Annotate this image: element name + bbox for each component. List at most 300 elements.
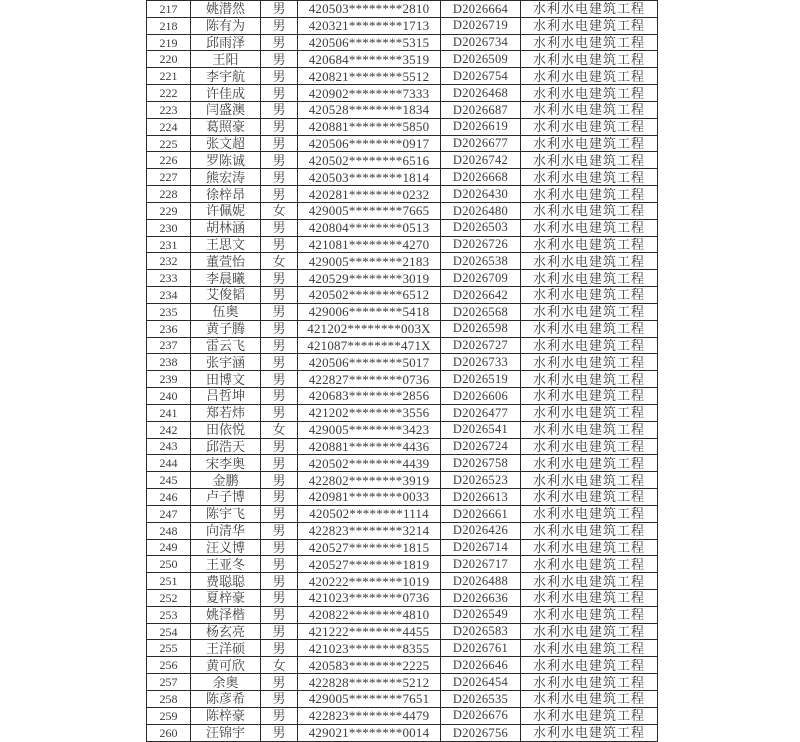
row-number-cell: 248 [147, 522, 191, 539]
id-number-cell: 420502********6512 [298, 287, 441, 304]
table-row [147, 724, 658, 741]
gender-cell: 男 [261, 674, 298, 691]
table-row [147, 388, 658, 405]
gender-cell: 女 [261, 657, 298, 674]
major-cell: 水利水电建筑工程 [521, 421, 658, 438]
name-cell: 熊宏涛 [191, 169, 261, 186]
cert-number-cell: D2026598 [441, 320, 521, 337]
name-cell: 徐梓昂 [191, 186, 261, 203]
name-cell: 向清华 [191, 522, 261, 539]
cert-number-cell: D2026709 [441, 270, 521, 287]
cert-number-cell: D2026724 [441, 438, 521, 455]
table-row [147, 1, 658, 18]
cert-number-cell: D2026426 [441, 522, 521, 539]
cert-number-cell: D2026717 [441, 556, 521, 573]
name-cell: 田依悦 [191, 421, 261, 438]
gender-cell: 男 [261, 169, 298, 186]
cert-number-cell: D2026742 [441, 152, 521, 169]
gender-cell: 男 [261, 589, 298, 606]
gender-cell: 男 [261, 51, 298, 68]
cert-number-cell: D2026535 [441, 690, 521, 707]
gender-cell: 男 [261, 472, 298, 489]
table-row [147, 118, 658, 135]
row-number-cell: 236 [147, 320, 191, 337]
table-row [147, 219, 658, 236]
major-cell: 水利水电建筑工程 [521, 34, 658, 51]
id-number-cell: 420683********2856 [298, 388, 441, 405]
major-cell: 水利水电建筑工程 [521, 354, 658, 371]
gender-cell: 男 [261, 573, 298, 590]
table-row [147, 337, 658, 354]
name-cell: 罗陈诚 [191, 152, 261, 169]
gender-cell: 男 [261, 337, 298, 354]
row-number-cell: 218 [147, 17, 191, 34]
id-number-cell: 421023********8355 [298, 640, 441, 657]
row-number-cell: 230 [147, 219, 191, 236]
name-cell: 汪义博 [191, 539, 261, 556]
cert-number-cell: D2026761 [441, 640, 521, 657]
roster-body [147, 1, 658, 742]
row-number-cell: 253 [147, 606, 191, 623]
table-row [147, 17, 658, 34]
cert-number-cell: D2026523 [441, 472, 521, 489]
row-number-cell: 252 [147, 589, 191, 606]
id-number-cell: 421202********003X [298, 320, 441, 337]
roster-table [146, 0, 658, 742]
name-cell: 姚泽楷 [191, 606, 261, 623]
row-number-cell: 255 [147, 640, 191, 657]
name-cell: 汪锦宇 [191, 724, 261, 741]
id-number-cell: 420506********5017 [298, 354, 441, 371]
row-number-cell: 235 [147, 303, 191, 320]
gender-cell: 男 [261, 438, 298, 455]
gender-cell: 男 [261, 455, 298, 472]
cert-number-cell: D2026549 [441, 606, 521, 623]
gender-cell: 男 [261, 640, 298, 657]
gender-cell: 女 [261, 421, 298, 438]
table-row [147, 522, 658, 539]
table-row [147, 371, 658, 388]
id-number-cell: 420502********4439 [298, 455, 441, 472]
major-cell: 水利水电建筑工程 [521, 303, 658, 320]
name-cell: 雷云飞 [191, 337, 261, 354]
gender-cell: 男 [261, 68, 298, 85]
table-row [147, 690, 658, 707]
table-row [147, 421, 658, 438]
major-cell: 水利水电建筑工程 [521, 522, 658, 539]
gender-cell: 男 [261, 724, 298, 741]
name-cell: 田博文 [191, 371, 261, 388]
id-number-cell: 420684********3519 [298, 51, 441, 68]
cert-number-cell: D2026664 [441, 1, 521, 18]
name-cell: 余奥 [191, 674, 261, 691]
cert-number-cell: D2026541 [441, 421, 521, 438]
major-cell: 水利水电建筑工程 [521, 270, 658, 287]
name-cell: 费聪聪 [191, 573, 261, 590]
cert-number-cell: D2026568 [441, 303, 521, 320]
name-cell: 许佩妮 [191, 202, 261, 219]
row-number-cell: 234 [147, 287, 191, 304]
major-cell: 水利水电建筑工程 [521, 489, 658, 506]
gender-cell: 男 [261, 17, 298, 34]
gender-cell: 男 [261, 186, 298, 203]
major-cell: 水利水电建筑工程 [521, 657, 658, 674]
table-row [147, 640, 658, 657]
cert-number-cell: D2026488 [441, 573, 521, 590]
name-cell: 黄子腾 [191, 320, 261, 337]
table-row [147, 674, 658, 691]
row-number-cell: 226 [147, 152, 191, 169]
id-number-cell: 420583********2225 [298, 657, 441, 674]
id-number-cell: 429005********7651 [298, 690, 441, 707]
cert-number-cell: D2026619 [441, 118, 521, 135]
gender-cell: 女 [261, 202, 298, 219]
name-cell: 陈梓豪 [191, 707, 261, 724]
major-cell: 水利水电建筑工程 [521, 539, 658, 556]
id-number-cell: 420222********1019 [298, 573, 441, 590]
table-row [147, 455, 658, 472]
name-cell: 许佳成 [191, 85, 261, 102]
row-number-cell: 225 [147, 135, 191, 152]
name-cell: 胡林涵 [191, 219, 261, 236]
table-row [147, 606, 658, 623]
id-number-cell: 422823********4479 [298, 707, 441, 724]
table-row [147, 236, 658, 253]
row-number-cell: 220 [147, 51, 191, 68]
id-number-cell: 429005********7665 [298, 202, 441, 219]
row-number-cell: 259 [147, 707, 191, 724]
id-number-cell: 420503********2810 [298, 1, 441, 18]
table-row [147, 85, 658, 102]
gender-cell: 男 [261, 101, 298, 118]
table-row [147, 152, 658, 169]
cert-number-cell: D2026726 [441, 236, 521, 253]
major-cell: 水利水电建筑工程 [521, 152, 658, 169]
major-cell: 水利水电建筑工程 [521, 51, 658, 68]
row-number-cell: 238 [147, 354, 191, 371]
id-number-cell: 420528********1834 [298, 101, 441, 118]
table-row [147, 472, 658, 489]
cert-number-cell: D2026719 [441, 17, 521, 34]
name-cell: 艾俊韬 [191, 287, 261, 304]
row-number-cell: 240 [147, 388, 191, 405]
name-cell: 黄可欣 [191, 657, 261, 674]
cert-number-cell: D2026583 [441, 623, 521, 640]
gender-cell: 男 [261, 707, 298, 724]
gender-cell: 男 [261, 522, 298, 539]
name-cell: 王阳 [191, 51, 261, 68]
id-number-cell: 420902********7333 [298, 85, 441, 102]
cert-number-cell: D2026468 [441, 85, 521, 102]
table-row [147, 34, 658, 51]
name-cell: 王亚冬 [191, 556, 261, 573]
gender-cell: 男 [261, 606, 298, 623]
major-cell: 水利水电建筑工程 [521, 118, 658, 135]
major-cell: 水利水电建筑工程 [521, 17, 658, 34]
row-number-cell: 242 [147, 421, 191, 438]
row-number-cell: 256 [147, 657, 191, 674]
row-number-cell: 250 [147, 556, 191, 573]
cert-number-cell: D2026668 [441, 169, 521, 186]
gender-cell: 男 [261, 287, 298, 304]
name-cell: 闫盛澳 [191, 101, 261, 118]
major-cell: 水利水电建筑工程 [521, 236, 658, 253]
row-number-cell: 229 [147, 202, 191, 219]
id-number-cell: 421087********471X [298, 337, 441, 354]
row-number-cell: 222 [147, 85, 191, 102]
major-cell: 水利水电建筑工程 [521, 371, 658, 388]
cert-number-cell: D2026733 [441, 354, 521, 371]
table-row [147, 657, 658, 674]
major-cell: 水利水电建筑工程 [521, 388, 658, 405]
id-number-cell: 421023********0736 [298, 589, 441, 606]
major-cell: 水利水电建筑工程 [521, 472, 658, 489]
name-cell: 王洋硕 [191, 640, 261, 657]
row-number-cell: 244 [147, 455, 191, 472]
id-number-cell: 420502********6516 [298, 152, 441, 169]
major-cell: 水利水电建筑工程 [521, 1, 658, 18]
row-number-cell: 249 [147, 539, 191, 556]
gender-cell: 男 [261, 489, 298, 506]
cert-number-cell: D2026454 [441, 674, 521, 691]
major-cell: 水利水电建筑工程 [521, 623, 658, 640]
table-row [147, 51, 658, 68]
gender-cell: 男 [261, 556, 298, 573]
gender-cell: 女 [261, 253, 298, 270]
major-cell: 水利水电建筑工程 [521, 455, 658, 472]
id-number-cell: 422823********3214 [298, 522, 441, 539]
gender-cell: 男 [261, 404, 298, 421]
major-cell: 水利水电建筑工程 [521, 101, 658, 118]
name-cell: 王思文 [191, 236, 261, 253]
row-number-cell: 227 [147, 169, 191, 186]
name-cell: 张宇涵 [191, 354, 261, 371]
gender-cell: 男 [261, 623, 298, 640]
cert-number-cell: D2026727 [441, 337, 521, 354]
id-number-cell: 420506********5315 [298, 34, 441, 51]
major-cell: 水利水电建筑工程 [521, 556, 658, 573]
major-cell: 水利水电建筑工程 [521, 640, 658, 657]
table-row [147, 573, 658, 590]
gender-cell: 男 [261, 539, 298, 556]
row-number-cell: 223 [147, 101, 191, 118]
gender-cell: 男 [261, 85, 298, 102]
cert-number-cell: D2026758 [441, 455, 521, 472]
table-row [147, 539, 658, 556]
id-number-cell: 420527********1815 [298, 539, 441, 556]
row-number-cell: 254 [147, 623, 191, 640]
name-cell: 陈宇飞 [191, 505, 261, 522]
id-number-cell: 422828********5212 [298, 674, 441, 691]
gender-cell: 男 [261, 152, 298, 169]
name-cell: 宋李奥 [191, 455, 261, 472]
gender-cell: 男 [261, 320, 298, 337]
table-row [147, 404, 658, 421]
cert-number-cell: D2026646 [441, 657, 521, 674]
table-row [147, 68, 658, 85]
id-number-cell: 420502********1114 [298, 505, 441, 522]
table-row [147, 320, 658, 337]
row-number-cell: 231 [147, 236, 191, 253]
table-row [147, 202, 658, 219]
major-cell: 水利水电建筑工程 [521, 186, 658, 203]
gender-cell: 男 [261, 34, 298, 51]
gender-cell: 男 [261, 690, 298, 707]
gender-cell: 男 [261, 354, 298, 371]
row-number-cell: 224 [147, 118, 191, 135]
table-row [147, 303, 658, 320]
id-number-cell: 429005********3423 [298, 421, 441, 438]
name-cell: 金鹏 [191, 472, 261, 489]
id-number-cell: 420529********3019 [298, 270, 441, 287]
row-number-cell: 221 [147, 68, 191, 85]
gender-cell: 男 [261, 303, 298, 320]
id-number-cell: 420881********4436 [298, 438, 441, 455]
row-number-cell: 233 [147, 270, 191, 287]
name-cell: 陈彦希 [191, 690, 261, 707]
row-number-cell: 232 [147, 253, 191, 270]
cert-number-cell: D2026636 [441, 589, 521, 606]
cert-number-cell: D2026756 [441, 724, 521, 741]
major-cell: 水利水电建筑工程 [521, 438, 658, 455]
id-number-cell: 421202********3556 [298, 404, 441, 421]
major-cell: 水利水电建筑工程 [521, 287, 658, 304]
major-cell: 水利水电建筑工程 [521, 674, 658, 691]
id-number-cell: 420821********5512 [298, 68, 441, 85]
name-cell: 李宇航 [191, 68, 261, 85]
gender-cell: 男 [261, 118, 298, 135]
name-cell: 邱浩天 [191, 438, 261, 455]
cert-number-cell: D2026509 [441, 51, 521, 68]
table-row [147, 101, 658, 118]
row-number-cell: 257 [147, 674, 191, 691]
name-cell: 李晨曦 [191, 270, 261, 287]
cert-number-cell: D2026676 [441, 707, 521, 724]
id-number-cell: 420503********1814 [298, 169, 441, 186]
major-cell: 水利水电建筑工程 [521, 337, 658, 354]
cert-number-cell: D2026538 [441, 253, 521, 270]
id-number-cell: 420981********0033 [298, 489, 441, 506]
cert-number-cell: D2026714 [441, 539, 521, 556]
table-row [147, 505, 658, 522]
table-row [147, 489, 658, 506]
table-row [147, 169, 658, 186]
row-number-cell: 247 [147, 505, 191, 522]
cert-number-cell: D2026734 [441, 34, 521, 51]
name-cell: 邱雨泽 [191, 34, 261, 51]
gender-cell: 男 [261, 219, 298, 236]
row-number-cell: 228 [147, 186, 191, 203]
table-row [147, 589, 658, 606]
id-number-cell: 422827********0736 [298, 371, 441, 388]
id-number-cell: 420881********5850 [298, 118, 441, 135]
gender-cell: 男 [261, 270, 298, 287]
cert-number-cell: D2026613 [441, 489, 521, 506]
table-row [147, 623, 658, 640]
major-cell: 水利水电建筑工程 [521, 724, 658, 741]
gender-cell: 男 [261, 505, 298, 522]
id-number-cell: 421081********4270 [298, 236, 441, 253]
row-number-cell: 258 [147, 690, 191, 707]
id-number-cell: 421222********4455 [298, 623, 441, 640]
major-cell: 水利水电建筑工程 [521, 690, 658, 707]
table-row [147, 556, 658, 573]
major-cell: 水利水电建筑工程 [521, 135, 658, 152]
table-row [147, 270, 658, 287]
cert-number-cell: D2026477 [441, 404, 521, 421]
name-cell: 杨玄亮 [191, 623, 261, 640]
cert-number-cell: D2026754 [441, 68, 521, 85]
cert-number-cell: D2026642 [441, 287, 521, 304]
major-cell: 水利水电建筑工程 [521, 320, 658, 337]
name-cell: 陈有为 [191, 17, 261, 34]
gender-cell: 男 [261, 236, 298, 253]
major-cell: 水利水电建筑工程 [521, 505, 658, 522]
major-cell: 水利水电建筑工程 [521, 253, 658, 270]
id-number-cell: 420281********0232 [298, 186, 441, 203]
id-number-cell: 429021********0014 [298, 724, 441, 741]
row-number-cell: 260 [147, 724, 191, 741]
row-number-cell: 251 [147, 573, 191, 590]
table-row [147, 438, 658, 455]
cert-number-cell: D2026661 [441, 505, 521, 522]
major-cell: 水利水电建筑工程 [521, 202, 658, 219]
table-row [147, 287, 658, 304]
major-cell: 水利水电建筑工程 [521, 68, 658, 85]
id-number-cell: 422802********3919 [298, 472, 441, 489]
major-cell: 水利水电建筑工程 [521, 85, 658, 102]
row-number-cell: 237 [147, 337, 191, 354]
major-cell: 水利水电建筑工程 [521, 573, 658, 590]
gender-cell: 男 [261, 371, 298, 388]
name-cell: 伍奥 [191, 303, 261, 320]
name-cell: 夏梓豪 [191, 589, 261, 606]
table-row [147, 354, 658, 371]
table-row [147, 707, 658, 724]
cert-number-cell: D2026606 [441, 388, 521, 405]
row-number-cell: 219 [147, 34, 191, 51]
name-cell: 葛照豪 [191, 118, 261, 135]
name-cell: 卢子博 [191, 489, 261, 506]
gender-cell: 男 [261, 388, 298, 405]
cert-number-cell: D2026480 [441, 202, 521, 219]
id-number-cell: 420804********0513 [298, 219, 441, 236]
cert-number-cell: D2026677 [441, 135, 521, 152]
id-number-cell: 420822********4810 [298, 606, 441, 623]
name-cell: 郑若炜 [191, 404, 261, 421]
major-cell: 水利水电建筑工程 [521, 219, 658, 236]
id-number-cell: 420506********0917 [298, 135, 441, 152]
row-number-cell: 243 [147, 438, 191, 455]
table-row [147, 253, 658, 270]
cert-number-cell: D2026430 [441, 186, 521, 203]
name-cell: 张文超 [191, 135, 261, 152]
id-number-cell: 420527********1819 [298, 556, 441, 573]
cert-number-cell: D2026503 [441, 219, 521, 236]
row-number-cell: 246 [147, 489, 191, 506]
major-cell: 水利水电建筑工程 [521, 606, 658, 623]
gender-cell: 男 [261, 135, 298, 152]
row-number-cell: 239 [147, 371, 191, 388]
name-cell: 姚潜然 [191, 1, 261, 18]
id-number-cell: 429005********2183 [298, 253, 441, 270]
table-row [147, 135, 658, 152]
row-number-cell: 245 [147, 472, 191, 489]
id-number-cell: 420321********1713 [298, 17, 441, 34]
major-cell: 水利水电建筑工程 [521, 589, 658, 606]
row-number-cell: 241 [147, 404, 191, 421]
id-number-cell: 429006********5418 [298, 303, 441, 320]
